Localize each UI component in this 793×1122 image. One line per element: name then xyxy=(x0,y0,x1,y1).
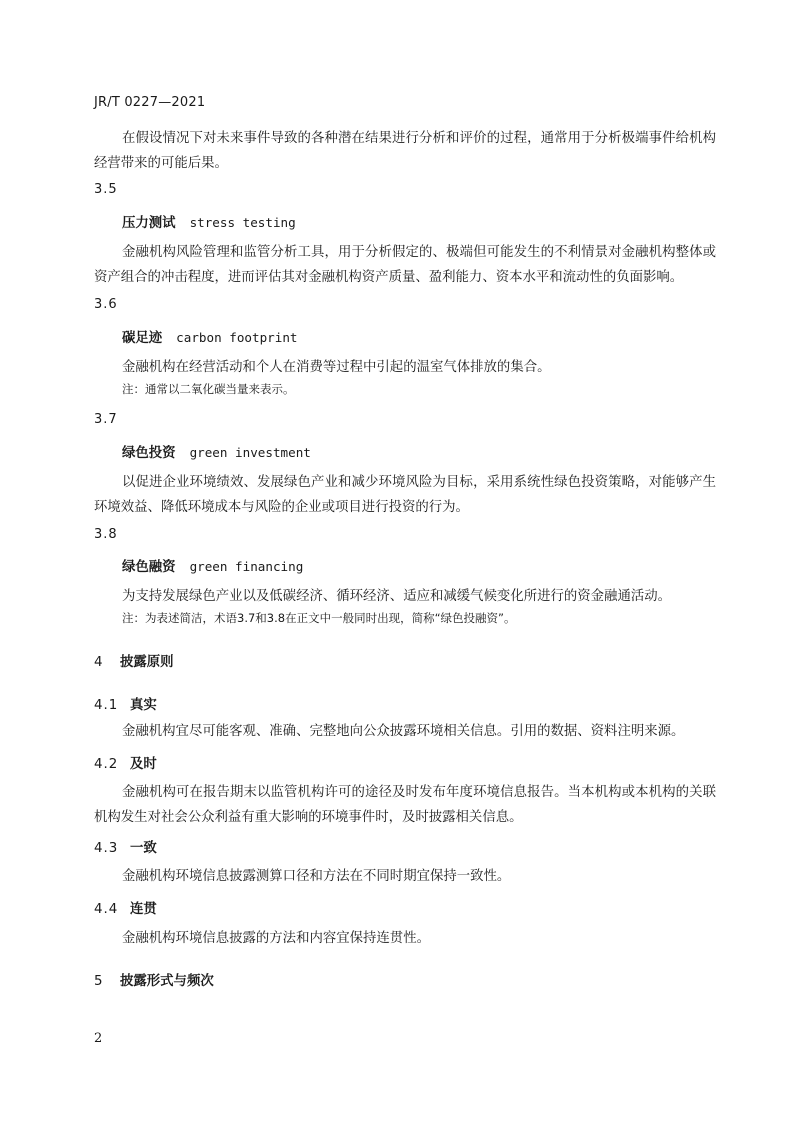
clause-title: 一致 xyxy=(130,841,157,856)
definition-3-5: 金融机构风险管理和监管分析工具，用于分析假定的、极端但可能发生的不利情景对金融机构整体或资产组合的冲击程度，进而评估其对金融机构资产质量、盈利能力、资本水平和流动性的负面影响。 xyxy=(94,245,716,285)
clause-number: 4.1 xyxy=(94,698,119,713)
term-en: stress testing xyxy=(189,215,296,230)
section-heading-5 xyxy=(94,970,214,989)
term-zh: 压力测试 xyxy=(122,216,176,231)
term-zh: 碳足迹 xyxy=(122,331,163,346)
page-number: 2 xyxy=(94,1031,103,1046)
clause-title: 及时 xyxy=(130,757,157,772)
term-en: carbon footprint xyxy=(176,330,298,345)
clause-text-4-2: 金融机构可在报告期末以监管机构许可的途径及时发布年度环境信息报告。当本机构或本机构的关联机构发生对社会公众利益有重大影响的环境事件时，及时披露相关信息。 xyxy=(94,785,716,825)
document-code: JR/T 0227—2021 xyxy=(94,95,206,110)
clause-heading-4-4 xyxy=(94,898,157,917)
clause-number: 4.3 xyxy=(94,841,119,856)
clause-text-4-4: 金融机构环境信息披露的方法和内容宜保持连贯性。 xyxy=(122,931,430,946)
clause-number-3-7: 3.7 xyxy=(94,412,118,427)
section-number: 4 xyxy=(94,655,103,670)
clause-text-4-3: 金融机构环境信息披露测算口径和方法在不同时期宜保持一致性。 xyxy=(122,869,511,884)
section-number: 5 xyxy=(94,974,103,989)
term-3-8 xyxy=(122,556,303,575)
definition-3-8: 为支持发展绿色产业以及低碳经济、循环经济、适应和减缓气候变化所进行的资金融通活动。 xyxy=(122,589,672,604)
note-3-6: 注：通常以二氧化碳当量来表示。 xyxy=(122,382,295,396)
term-zh: 绿色融资 xyxy=(122,560,176,575)
clause-heading-4-3 xyxy=(94,837,157,856)
clause-heading-4-2 xyxy=(94,753,157,772)
clause-number-3-8: 3.8 xyxy=(94,527,118,542)
term-3-5 xyxy=(122,212,296,231)
definition-3-7: 以促进企业环境绩效、发展绿色产业和减少环境风险为目标，采用系统性绿色投资策略，对能够产生环境效益、降低环境成本与风险的企业或项目进行投资的行为。 xyxy=(94,475,716,515)
clause-title: 真实 xyxy=(130,698,157,713)
term-3-7 xyxy=(122,442,311,461)
section-title: 披露形式与频次 xyxy=(120,974,214,989)
clause-heading-4-1 xyxy=(94,694,157,713)
clause-title: 连贯 xyxy=(130,902,157,917)
section-title: 披露原则 xyxy=(120,655,174,670)
term-3-6 xyxy=(122,327,298,346)
clause-number-3-5: 3.5 xyxy=(94,182,118,197)
note-3-8: 注：为表述简洁，术语3.7和3.8在正文中一般同时出现，简称“绿色投融资”。 xyxy=(122,611,516,625)
clause-number: 4.4 xyxy=(94,902,119,917)
definition-3-6: 金融机构在经营活动和个人在消费等过程中引起的温室气体排放的集合。 xyxy=(122,360,551,375)
section-heading-4 xyxy=(94,651,174,670)
clause-number-3-6: 3.6 xyxy=(94,297,118,312)
term-en: green financing xyxy=(189,559,304,574)
definition-3-4: 在假设情况下对未来事件导致的各种潜在结果进行分析和评价的过程，通常用于分析极端事件给机构经营带来的可能后果。 xyxy=(94,131,716,171)
term-zh: 绿色投资 xyxy=(122,446,176,461)
clause-number: 4.2 xyxy=(94,757,119,772)
term-en: green investment xyxy=(189,445,311,460)
clause-text-4-1: 金融机构宜尽可能客观、准确、完整地向公众披露环境相关信息。引用的数据、资料注明来源。 xyxy=(122,724,685,739)
